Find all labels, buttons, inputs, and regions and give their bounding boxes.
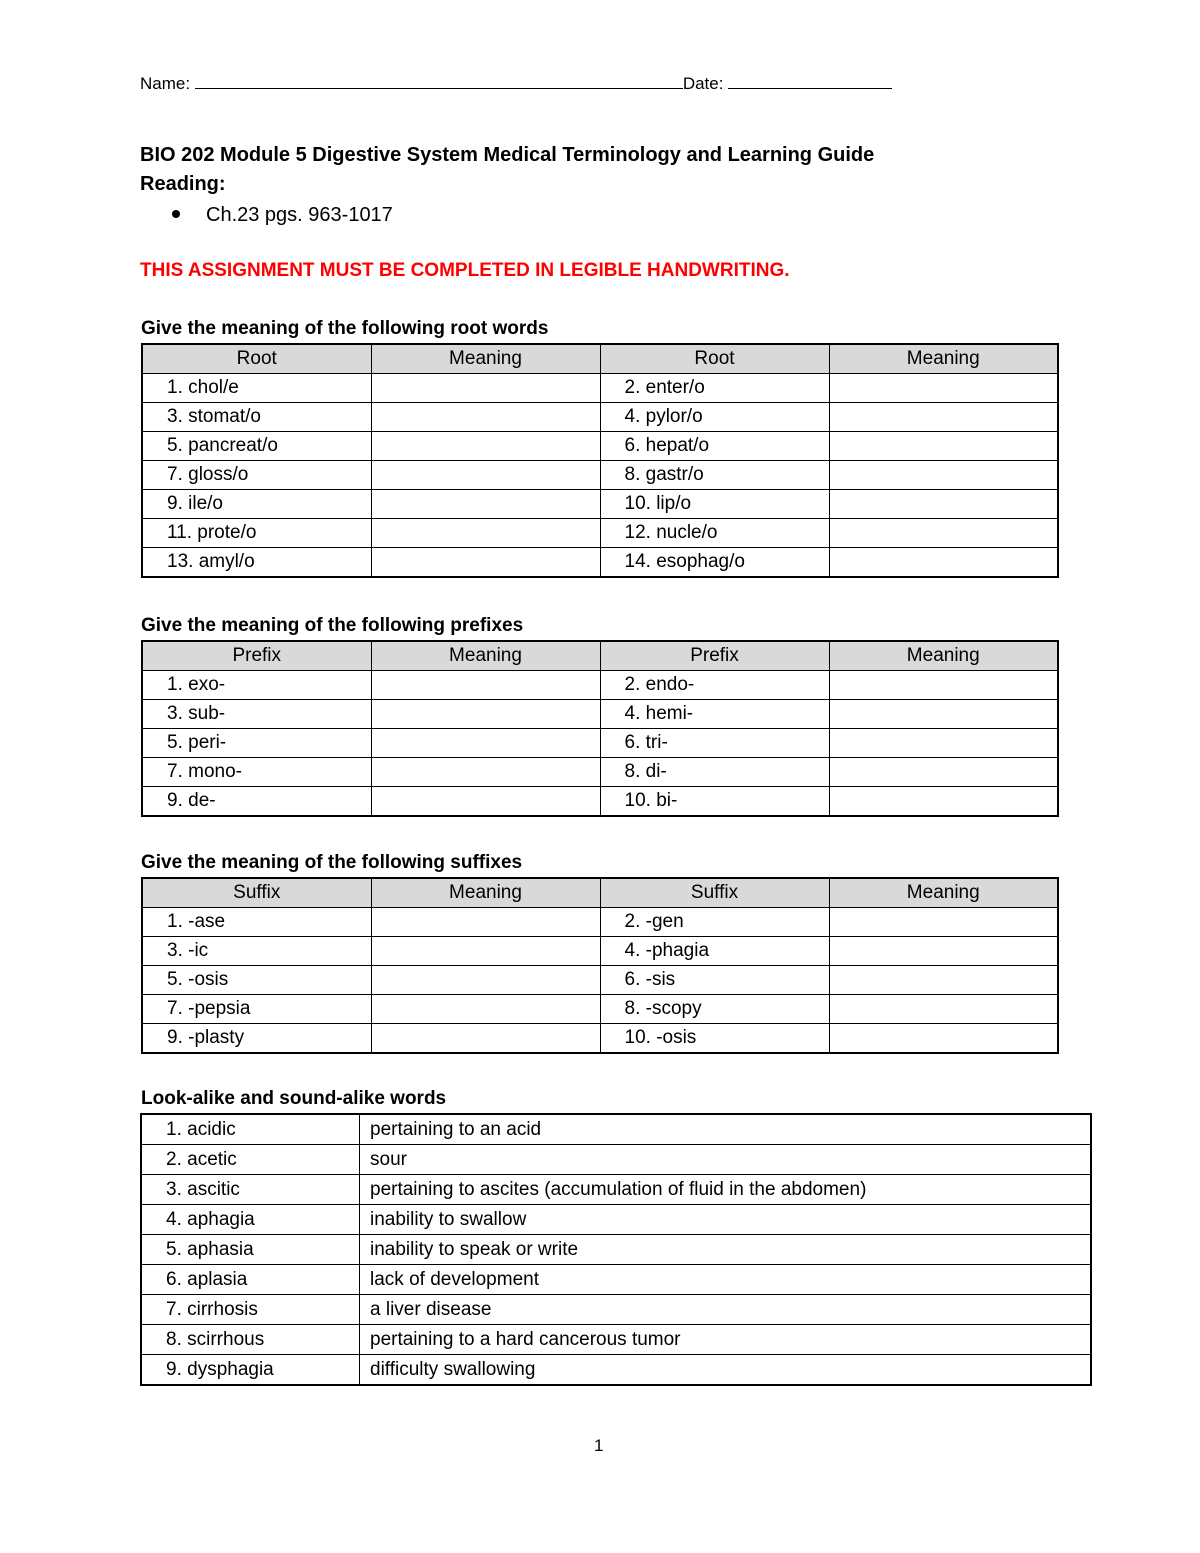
name-date-line [140,74,892,94]
term-cell: 3. stomat/o [142,403,371,432]
term-cell: 8. di- [600,758,829,787]
definition-cell: pertaining to ascites (accumulation of fluid in the abdomen) [360,1175,1092,1205]
lookalike-heading: Look-alike and sound-alike words [141,1088,447,1109]
word-cell: 4. aphagia [141,1205,360,1235]
word-cell: 3. ascitic [141,1175,360,1205]
table-row [142,548,1058,578]
meaning-answer-cell[interactable] [829,966,1058,995]
term-cell: 3. -ic [142,937,371,966]
table-row [141,1175,1091,1205]
word-cell: 1. acidic [141,1114,360,1145]
term-cell: 2. -gen [600,908,829,937]
table-row [142,461,1058,490]
term-cell: 7. gloss/o [142,461,371,490]
meaning-answer-cell[interactable] [829,432,1058,461]
term-cell: 6. -sis [600,966,829,995]
column-header: Meaning [829,344,1058,374]
term-cell: 13. amyl/o [142,548,371,578]
term-cell: 2. enter/o [600,374,829,403]
table-row [142,374,1058,403]
definition-cell: inability to swallow [360,1205,1092,1235]
word-cell: 5. aphasia [141,1235,360,1265]
name-label: Name: [140,74,191,93]
table-row [141,1114,1091,1145]
term-cell: 4. pylor/o [600,403,829,432]
table-row [141,1235,1091,1265]
table-row [142,729,1058,758]
word-cell: 8. scirrhous [141,1325,360,1355]
term-cell: 10. bi- [600,787,829,817]
term-cell: 6. hepat/o [600,432,829,461]
table-row [141,1145,1091,1175]
meaning-answer-cell[interactable] [371,519,600,548]
table-row [141,1265,1091,1295]
meaning-answer-cell[interactable] [371,374,600,403]
meaning-answer-cell[interactable] [371,548,600,578]
definition-cell: a liver disease [360,1295,1092,1325]
table-row [142,995,1058,1024]
meaning-answer-cell[interactable] [371,995,600,1024]
term-cell: 9. -plasty [142,1024,371,1054]
term-cell: 14. esophag/o [600,548,829,578]
table-row [142,937,1058,966]
column-header: Root [600,344,829,374]
term-cell: 12. nucle/o [600,519,829,548]
term-cell: 10. -osis [600,1024,829,1054]
meaning-answer-cell[interactable] [829,700,1058,729]
reading-item-text: Ch.23 pgs. 963-1017 [206,204,393,226]
meaning-answer-cell[interactable] [371,1024,600,1054]
definition-cell: sour [360,1145,1092,1175]
term-cell: 10. lip/o [600,490,829,519]
meaning-answer-cell[interactable] [829,787,1058,817]
term-cell: 9. de- [142,787,371,817]
meaning-answer-cell[interactable] [829,548,1058,578]
meaning-answer-cell[interactable] [371,758,600,787]
meaning-answer-cell[interactable] [371,966,600,995]
page-number: 1 [594,1436,604,1455]
reading-label: Reading: [140,173,226,195]
column-header: Prefix [600,641,829,671]
meaning-answer-cell[interactable] [371,403,600,432]
meaning-answer-cell[interactable] [829,374,1058,403]
meaning-answer-cell[interactable] [829,1024,1058,1054]
table-row [142,403,1058,432]
table-row [142,787,1058,817]
term-cell: 4. -phagia [600,937,829,966]
table-row [141,1325,1091,1355]
word-cell: 2. acetic [141,1145,360,1175]
term-cell: 5. pancreat/o [142,432,371,461]
column-header: Root [142,344,371,374]
term-cell: 8. gastr/o [600,461,829,490]
term-cell: 3. sub- [142,700,371,729]
prefixes-heading: Give the meaning of the following prefixes [141,615,524,636]
term-cell: 6. tri- [600,729,829,758]
term-cell: 9. ile/o [142,490,371,519]
definition-cell: pertaining to a hard cancerous tumor [360,1325,1092,1355]
table-row [141,1355,1091,1386]
roots-table [141,343,1059,578]
table-row [141,1205,1091,1235]
date-label: Date: [682,74,724,93]
definition-cell: pertaining to an acid [360,1114,1092,1145]
term-cell: 8. -scopy [600,995,829,1024]
column-header: Meaning [371,641,600,671]
prefixes-table [141,640,1059,817]
meaning-answer-cell[interactable] [829,937,1058,966]
meaning-answer-cell[interactable] [829,403,1058,432]
table-row [142,432,1058,461]
table-row [142,758,1058,787]
term-cell: 4. hemi- [600,700,829,729]
column-header: Meaning [371,878,600,908]
definition-cell: lack of development [360,1265,1092,1295]
term-cell: 5. peri- [142,729,371,758]
bullet-icon [172,210,180,218]
meaning-answer-cell[interactable] [829,908,1058,937]
word-cell: 7. cirrhosis [141,1295,360,1325]
meaning-answer-cell[interactable] [371,490,600,519]
term-cell: 5. -osis [142,966,371,995]
table-row [142,671,1058,700]
term-cell: 11. prote/o [142,519,371,548]
reading-item [172,204,393,227]
meaning-answer-cell[interactable] [829,461,1058,490]
column-header: Suffix [142,878,371,908]
meaning-answer-cell[interactable] [829,490,1058,519]
column-header: Prefix [142,641,371,671]
term-cell: 7. -pepsia [142,995,371,1024]
table-row [142,1024,1058,1054]
meaning-answer-cell[interactable] [371,787,600,817]
meaning-answer-cell[interactable] [371,700,600,729]
term-cell: 1. -ase [142,908,371,937]
column-header: Meaning [829,641,1058,671]
table-row [141,1295,1091,1325]
document-title: BIO 202 Module 5 Digestive System Medical Terminology and Learning Guide [140,144,875,166]
meaning-answer-cell[interactable] [371,908,600,937]
table-row [142,519,1058,548]
table-row [142,966,1058,995]
column-header: Suffix [600,878,829,908]
name-field[interactable] [195,74,683,89]
meaning-answer-cell[interactable] [371,432,600,461]
meaning-answer-cell[interactable] [829,519,1058,548]
roots-heading: Give the meaning of the following root words [141,318,549,339]
meaning-answer-cell[interactable] [371,461,600,490]
suffixes-heading: Give the meaning of the following suffixes [141,852,523,873]
definition-cell: difficulty swallowing [360,1355,1092,1386]
meaning-answer-cell[interactable] [371,671,600,700]
column-header: Meaning [829,878,1058,908]
handwriting-warning: THIS ASSIGNMENT MUST BE COMPLETED IN LEGIBLE HANDWRITING. [140,260,790,281]
lookalike-table [140,1113,1092,1386]
meaning-answer-cell[interactable] [829,758,1058,787]
table-row [142,700,1058,729]
table-row [142,490,1058,519]
date-field[interactable] [728,74,892,89]
term-cell: 2. endo- [600,671,829,700]
meaning-answer-cell[interactable] [829,729,1058,758]
meaning-answer-cell[interactable] [371,729,600,758]
word-cell: 9. dysphagia [141,1355,360,1386]
meaning-answer-cell[interactable] [829,995,1058,1024]
term-cell: 1. exo- [142,671,371,700]
table-row [142,908,1058,937]
meaning-answer-cell[interactable] [371,937,600,966]
term-cell: 7. mono- [142,758,371,787]
word-cell: 6. aplasia [141,1265,360,1295]
meaning-answer-cell[interactable] [829,671,1058,700]
term-cell: 1. chol/e [142,374,371,403]
suffixes-table [141,877,1059,1054]
column-header: Meaning [371,344,600,374]
definition-cell: inability to speak or write [360,1235,1092,1265]
